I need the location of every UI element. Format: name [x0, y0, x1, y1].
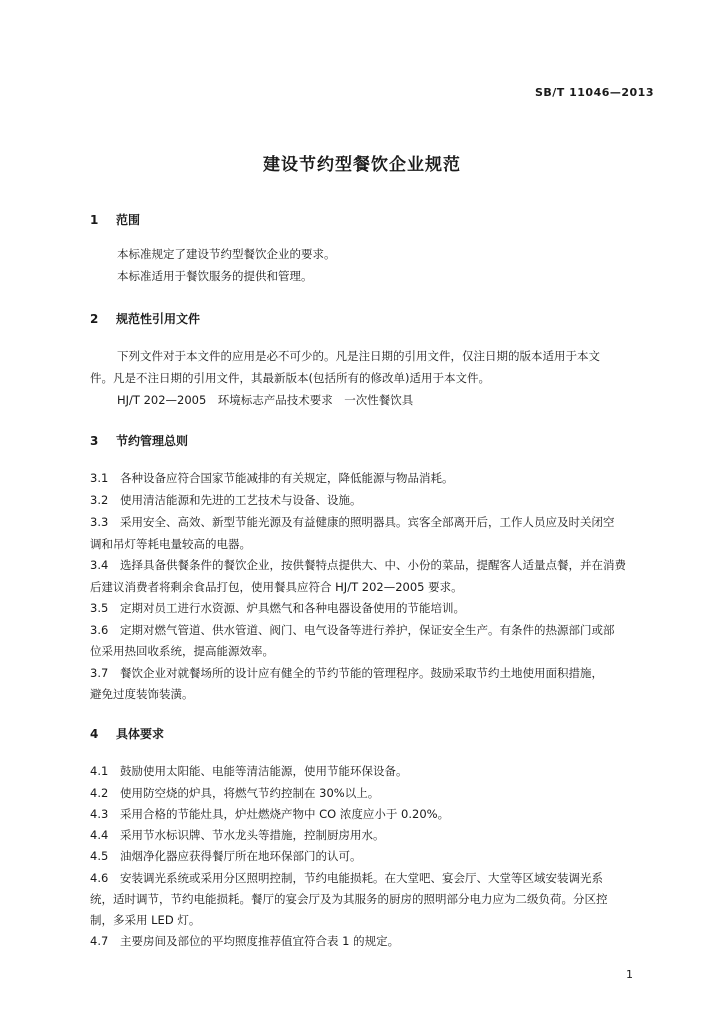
- clause-number: 4.7: [90, 934, 109, 948]
- normative-reference: HJ/T 202—2005 环境标志产品技术要求 一次性餐饮具: [117, 393, 414, 407]
- clause-number: 3.5: [90, 601, 109, 615]
- clause-number: 4.1: [90, 764, 109, 778]
- clause-3-4: [90, 557, 626, 573]
- clause-text: 油烟净化器应获得餐厅所在地环保部门的认可。: [120, 849, 362, 863]
- section-number: 3: [90, 434, 99, 448]
- clause-text: 安装调光系统或采用分区照明控制，节约电能损耗。在大堂吧、宴会厅、大堂等区域安装调光系: [120, 871, 603, 885]
- clause-number: 3.7: [90, 666, 109, 680]
- clause-text: 采用合格的节能灶具，炉灶燃烧产物中 CO 浓度应小于 0.20%。: [120, 807, 450, 821]
- paragraph-line: 件。凡是不注日期的引用文件，其最新版本(包括所有的修改单)适用于本文件。: [90, 371, 490, 385]
- clause-continuation: 避免过度装饰装潢。: [90, 687, 194, 701]
- clause-text: 使用防空烧的炉具，将燃气节约控制在 30%以上。: [120, 786, 380, 800]
- clause-number: 3.1: [90, 471, 109, 485]
- clause-number: 4.6: [90, 871, 109, 885]
- clause-number: 4.3: [90, 807, 109, 821]
- clause-3-3: [90, 514, 615, 530]
- section-number: 1: [90, 213, 99, 227]
- clause-4-6: [90, 870, 603, 886]
- section-title: 具体要求: [116, 727, 165, 741]
- clause-continuation: 位采用热回收系统，提高能源效率。: [90, 644, 274, 658]
- section-title: 范围: [116, 213, 141, 227]
- clause-4-4: [90, 827, 385, 843]
- standard-code: SB/T 11046—2013: [534, 86, 654, 99]
- clause-text: 主要房间及部位的平均照度推荐值宜符合表 1 的规定。: [120, 934, 400, 948]
- clause-text: 鼓励使用太阳能、电能等清洁能源，使用节能环保设备。: [120, 764, 408, 778]
- clause-text: 选择具备供餐条件的餐饮企业，按供餐特点提供大、中、小份的菜品，提醒客人适量点餐，并在消费: [120, 558, 626, 572]
- section-3-heading: [90, 432, 188, 449]
- paragraph: 本标准适用于餐饮服务的提供和管理。: [117, 269, 313, 283]
- clause-text: 餐饮企业对就餐场所的设计应有健全的节约节能的管理程序。鼓励采取节约土地使用面积措施，: [120, 666, 603, 680]
- paragraph: 本标准规定了建设节约型餐饮企业的要求。: [117, 247, 336, 261]
- clause-3-6: [90, 622, 615, 638]
- document-title: 建设节约型餐饮企业规范: [263, 155, 461, 175]
- section-4-heading: [90, 725, 164, 742]
- clause-4-3: [90, 806, 449, 822]
- clause-4-5: [90, 848, 362, 864]
- section-1-heading: [90, 211, 140, 228]
- page-number: 1: [626, 968, 633, 981]
- clause-text: 采用节水标识牌、节水龙头等措施，控制厨房用水。: [120, 828, 385, 842]
- clause-continuation: 制，多采用 LED 灯。: [90, 913, 201, 927]
- clause-4-1: [90, 763, 408, 779]
- clause-3-7: [90, 665, 603, 681]
- section-title: 规范性引用文件: [116, 312, 201, 326]
- clause-text: 定期对燃气管道、供水管道、阀门、电气设备等进行养护，保证安全生产。有条件的热源部门或部: [120, 623, 615, 637]
- clause-3-2: [90, 492, 362, 508]
- clause-continuation: 统，适时调节，节约电能损耗。餐厅的宴会厅及为其服务的厨房的照明部分电力应为二级负荷。分区控: [90, 892, 608, 906]
- clause-number: 4.2: [90, 786, 109, 800]
- clause-4-2: [90, 785, 379, 801]
- clause-number: 3.4: [90, 558, 109, 572]
- clause-continuation: 调和吊灯等耗电量较高的电器。: [90, 537, 251, 551]
- section-number: 4: [90, 727, 99, 741]
- clause-3-1: [90, 470, 454, 486]
- section-title: 节约管理总则: [116, 434, 189, 448]
- clause-text: 各种设备应符合国家节能减排的有关规定，降低能源与物品消耗。: [120, 471, 454, 485]
- section-2-heading: [90, 310, 200, 327]
- clause-number: 3.3: [90, 515, 109, 529]
- clause-text: 采用安全、高效、新型节能光源及有益健康的照明器具。宾客全部离开后，工作人员应及时关闭空: [120, 515, 615, 529]
- clause-number: 4.5: [90, 849, 109, 863]
- clause-number: 3.2: [90, 493, 109, 507]
- clause-4-7: [90, 933, 399, 949]
- clause-number: 3.6: [90, 623, 109, 637]
- clause-3-5: [90, 600, 465, 616]
- clause-text: 使用清洁能源和先进的工艺技术与设备、设施。: [120, 493, 362, 507]
- paragraph-line: 下列文件对于本文件的应用是必不可少的。凡是注日期的引用文件，仅注日期的版本适用于本文: [117, 349, 600, 363]
- clause-continuation: 后建议消费者将剩余食品打包，使用餐具应符合 HJ/T 202—2005 要求。: [90, 580, 463, 594]
- clause-number: 4.4: [90, 828, 109, 842]
- section-number: 2: [90, 312, 99, 326]
- clause-text: 定期对员工进行水资源、炉具燃气和各种电器设备使用的节能培训。: [120, 601, 465, 615]
